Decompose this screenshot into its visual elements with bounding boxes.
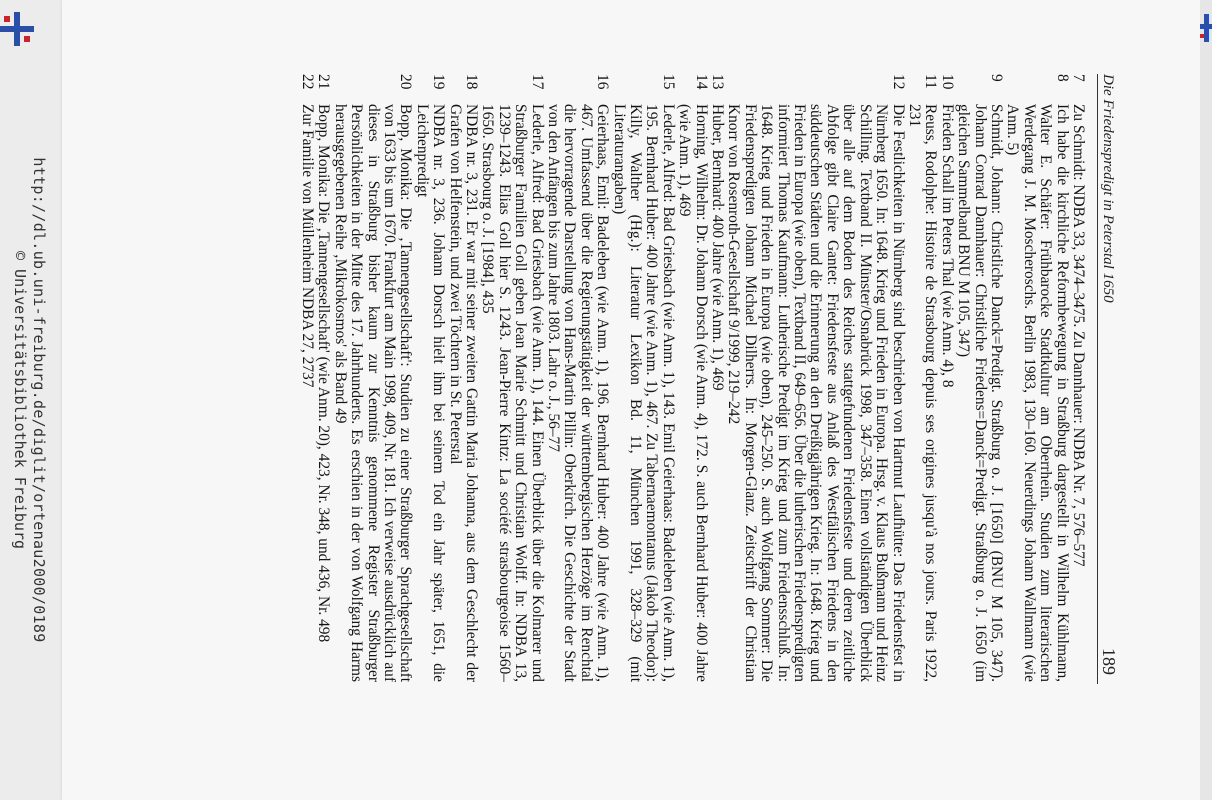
footnote-item: [545, 74, 611, 682]
footnote-number: 8: [1053, 74, 1071, 82]
footnote-text: Schmidt, Johann: Christliche Danck=Predigt. Straßburg o. J. [1650] (BNU M 105, 347). Johann Conrad Dannhauer: Christliche Friedens=Danck=Predigt. Straßburg o. J. 1650 (im gleichen Sammelband BNU M 105, 347): [955, 104, 1005, 682]
footnote-item: [709, 74, 725, 682]
footnote-number: 7: [1070, 74, 1087, 82]
footnote-item: [446, 74, 479, 682]
footnote-text: Ich habe die kirchliche Reformbewegung in Straßburg dargestellt in Wilhelm Kühlmann, Walter E. Schäfer: Frühbarocke Stadtkultur am Oberrhein. Studien zum literarischen Werdegang J. M. Moscheroschs. Berlin 1983, 130–160. Neuerdings Johann Wallmann (wie Anm. 5): [1004, 104, 1071, 682]
footnote-number: 11: [922, 74, 940, 89]
footnote-item: [299, 74, 315, 682]
page-number: 189: [1099, 648, 1119, 675]
footnote-item: [331, 74, 413, 682]
footnote-text: Die Festlichkeiten in Nürnberg sind beschrieben von Hartmut Laufhütte: Das Friedensfest in Nürnberg 1650. In: 1648. Krieg und Frieden in Europa. Hrsg. v. Klaus Bußmann und Heinz Schilling. Textband II. Münster/Osnabrück 1998, 347–358. Einen vollständigen Überblick über alle auf dem Boden des Reiches stattgefundenen Friedensfeste und deren zeitliche Abfolge gibt Claire Gantet: Friedensfeste aus Anlaß des Westfälischen Friedens in den süddeutschen Städten und die Erinnerung an den Dreißigjährigen Krieg. In: 1648. Krieg und Frieden in Europa (wie oben), Textband II, 649–656. Über die lutherischen Friedenspredigten informiert Thomas Kaufmann: Lutherische Predigt im Krieg und zum Friedensschluß. In: 1648. Krieg und Frieden in Europa (wie oben), 245–250. S. auch Wolfgang Sommer: Die Friedenspredigten Johann Michael Dilherrs. In: Morgen-Glanz. Zeitschrift der Christian Knorr von Rosenroth-Gesellschaft 9/1999, 219–242: [725, 104, 907, 682]
footnote-item: [955, 74, 1004, 682]
footnote-text: Zur Familie von Müllenheim NDBA 27, 2737: [298, 104, 316, 388]
source-url: http://dl.ub.uni-freiburg.de/diglit/ortenau2000/0189: [30, 157, 48, 643]
footnote-item: [1070, 74, 1086, 682]
footnote-number: 10: [938, 74, 956, 90]
footnote-number: 19: [430, 74, 448, 90]
footnote-item: [906, 74, 939, 682]
footnote-text: Lederle, Alfred: Bad Griesbach (wie Anm. 1), 144. Einen Überblick über die Kolmarer und Straßburger Familien Goll geben Jean Marie Schmitt und Christian Wolff. In: NDBA 13, 1239–1243. Elias Goll hier S. 1243. Jean-Pierre Kintz: La société strasbourgeoise 1560–1650. Strasbourg o. J. [1984], 435: [479, 104, 546, 682]
footnote-item: [938, 74, 954, 682]
footnote-number: 18: [462, 74, 480, 90]
footnote-item: [1004, 74, 1070, 682]
footnote-text: Frieden Schall im Peters Thal (wie Anm. 4), 8: [938, 104, 956, 388]
footnote-text: Bopp, Monika: Die ‚Tannengesellschaft': Studien zu einer Straßburger Sprachgesellschaft von 1633 bis um 1670. Frankfurt am Main 1998, 409, Nr. 181. Ich verweise ausdrücklich auf dieses in Straßburg bisher kaum zur Kenntnis genommene Register Straßburger Persönlichkeiten in der Mitte des 17. Jahrhunderts. Es erschien in der von Wolfgang Harms herausgegebenen Reihe ‚Mikrokosmos' als Band 49: [331, 104, 415, 682]
footnote-text: Lederle, Alfred: Bad Griesbach (wie Anm. 1), 143. Emil Geierhaas: Badeleben (wie Anm. 1), 195. Bernhard Huber: 400 Jahre (wie Anm. 1), 467. Zu Tabernaemontanus (Jakob Theodor): Killy, Walther (Hg.): Literatur Lexikon Bd. 11, München 1991, 328–329 (mit Literaturangaben): [610, 104, 677, 682]
footnote-item: [610, 74, 676, 682]
footnote-text: Horning, Wilhelm: Dr. Johann Dorsch (wie Anm. 4), 172. S. auch Bernhard Huber: 400 Jahre (wie Anm. 1), 469: [676, 104, 710, 682]
footnote-item: [676, 74, 709, 682]
footnote-number: 12: [889, 74, 907, 90]
footnote-number: 14: [692, 74, 710, 90]
footnote-text: Huber, Bernhard: 400 Jahre (wie Anm. 1), 469: [709, 104, 727, 391]
footnote-text: NDBA nr. 3, 231. Er war mit seiner zweiten Gattin Maria Johanna, aus dem Geschlecht der Grafen von Helfenstein, und zwei Töchtern in St. Peterstal: [446, 104, 480, 682]
footnote-text: Bopp, Monika: Die ‚Tannengesellschaft' (wie Anm. 20), 423, Nr. 348, und 436, Nr. 498: [315, 104, 333, 643]
footnote-number: 13: [709, 74, 727, 90]
footnote-number: 21: [315, 74, 333, 90]
footnote-number: 17: [528, 74, 546, 90]
footnote-list: [299, 74, 1087, 682]
footnote-text: Zu Schmidt: NDBA 33, 3474–3475. Zu Dannhauer: NDBA Nr. 7, 576–577: [1070, 104, 1087, 567]
header-rule: [1097, 74, 1098, 684]
footnote-item: [315, 74, 331, 682]
footnote-item: [413, 74, 446, 682]
footnote-number: 20: [397, 74, 415, 90]
footnote-item: [725, 74, 905, 682]
footnote-text: Geierhaas, Emil: Badeleben (wie Anm. 1), 196. Bernhard Huber: 400 Jahre (wie Anm. 1), 467. Umfassend über die Regierungstätigkeit der württembergischen Herzöge im Renchtal die hervorragende Darstellung von Hans-Martin Pillin: Oberkirch. Die Geschichte der Stadt von den Anfängen bis zum Jahre 1803. Lahr o. J., 56–77: [545, 104, 612, 682]
footnote-number: 22: [298, 74, 316, 90]
footnote-text: NDBA nr. 3, 236. Johann Dorsch hielt ihm bei seinem Tod ein Jahr später, 1651, die Leichenpredigt: [413, 104, 448, 682]
footnote-number: 15: [659, 74, 677, 90]
footnote-text: Reuss, Rodolphe: Histoire de Strasbourg depuis ses origines jusqu'à nos jours. Paris 1922, 231: [905, 104, 940, 682]
running-head: Die Friedenspredigt in Peterstal 1650: [1100, 74, 1116, 303]
copyright-notice: © Universitätsbibliothek Freiburg: [11, 250, 29, 549]
footnote-number: 16: [594, 74, 612, 90]
footnote-number: 9: [987, 74, 1005, 82]
footnote-item: [479, 74, 545, 682]
